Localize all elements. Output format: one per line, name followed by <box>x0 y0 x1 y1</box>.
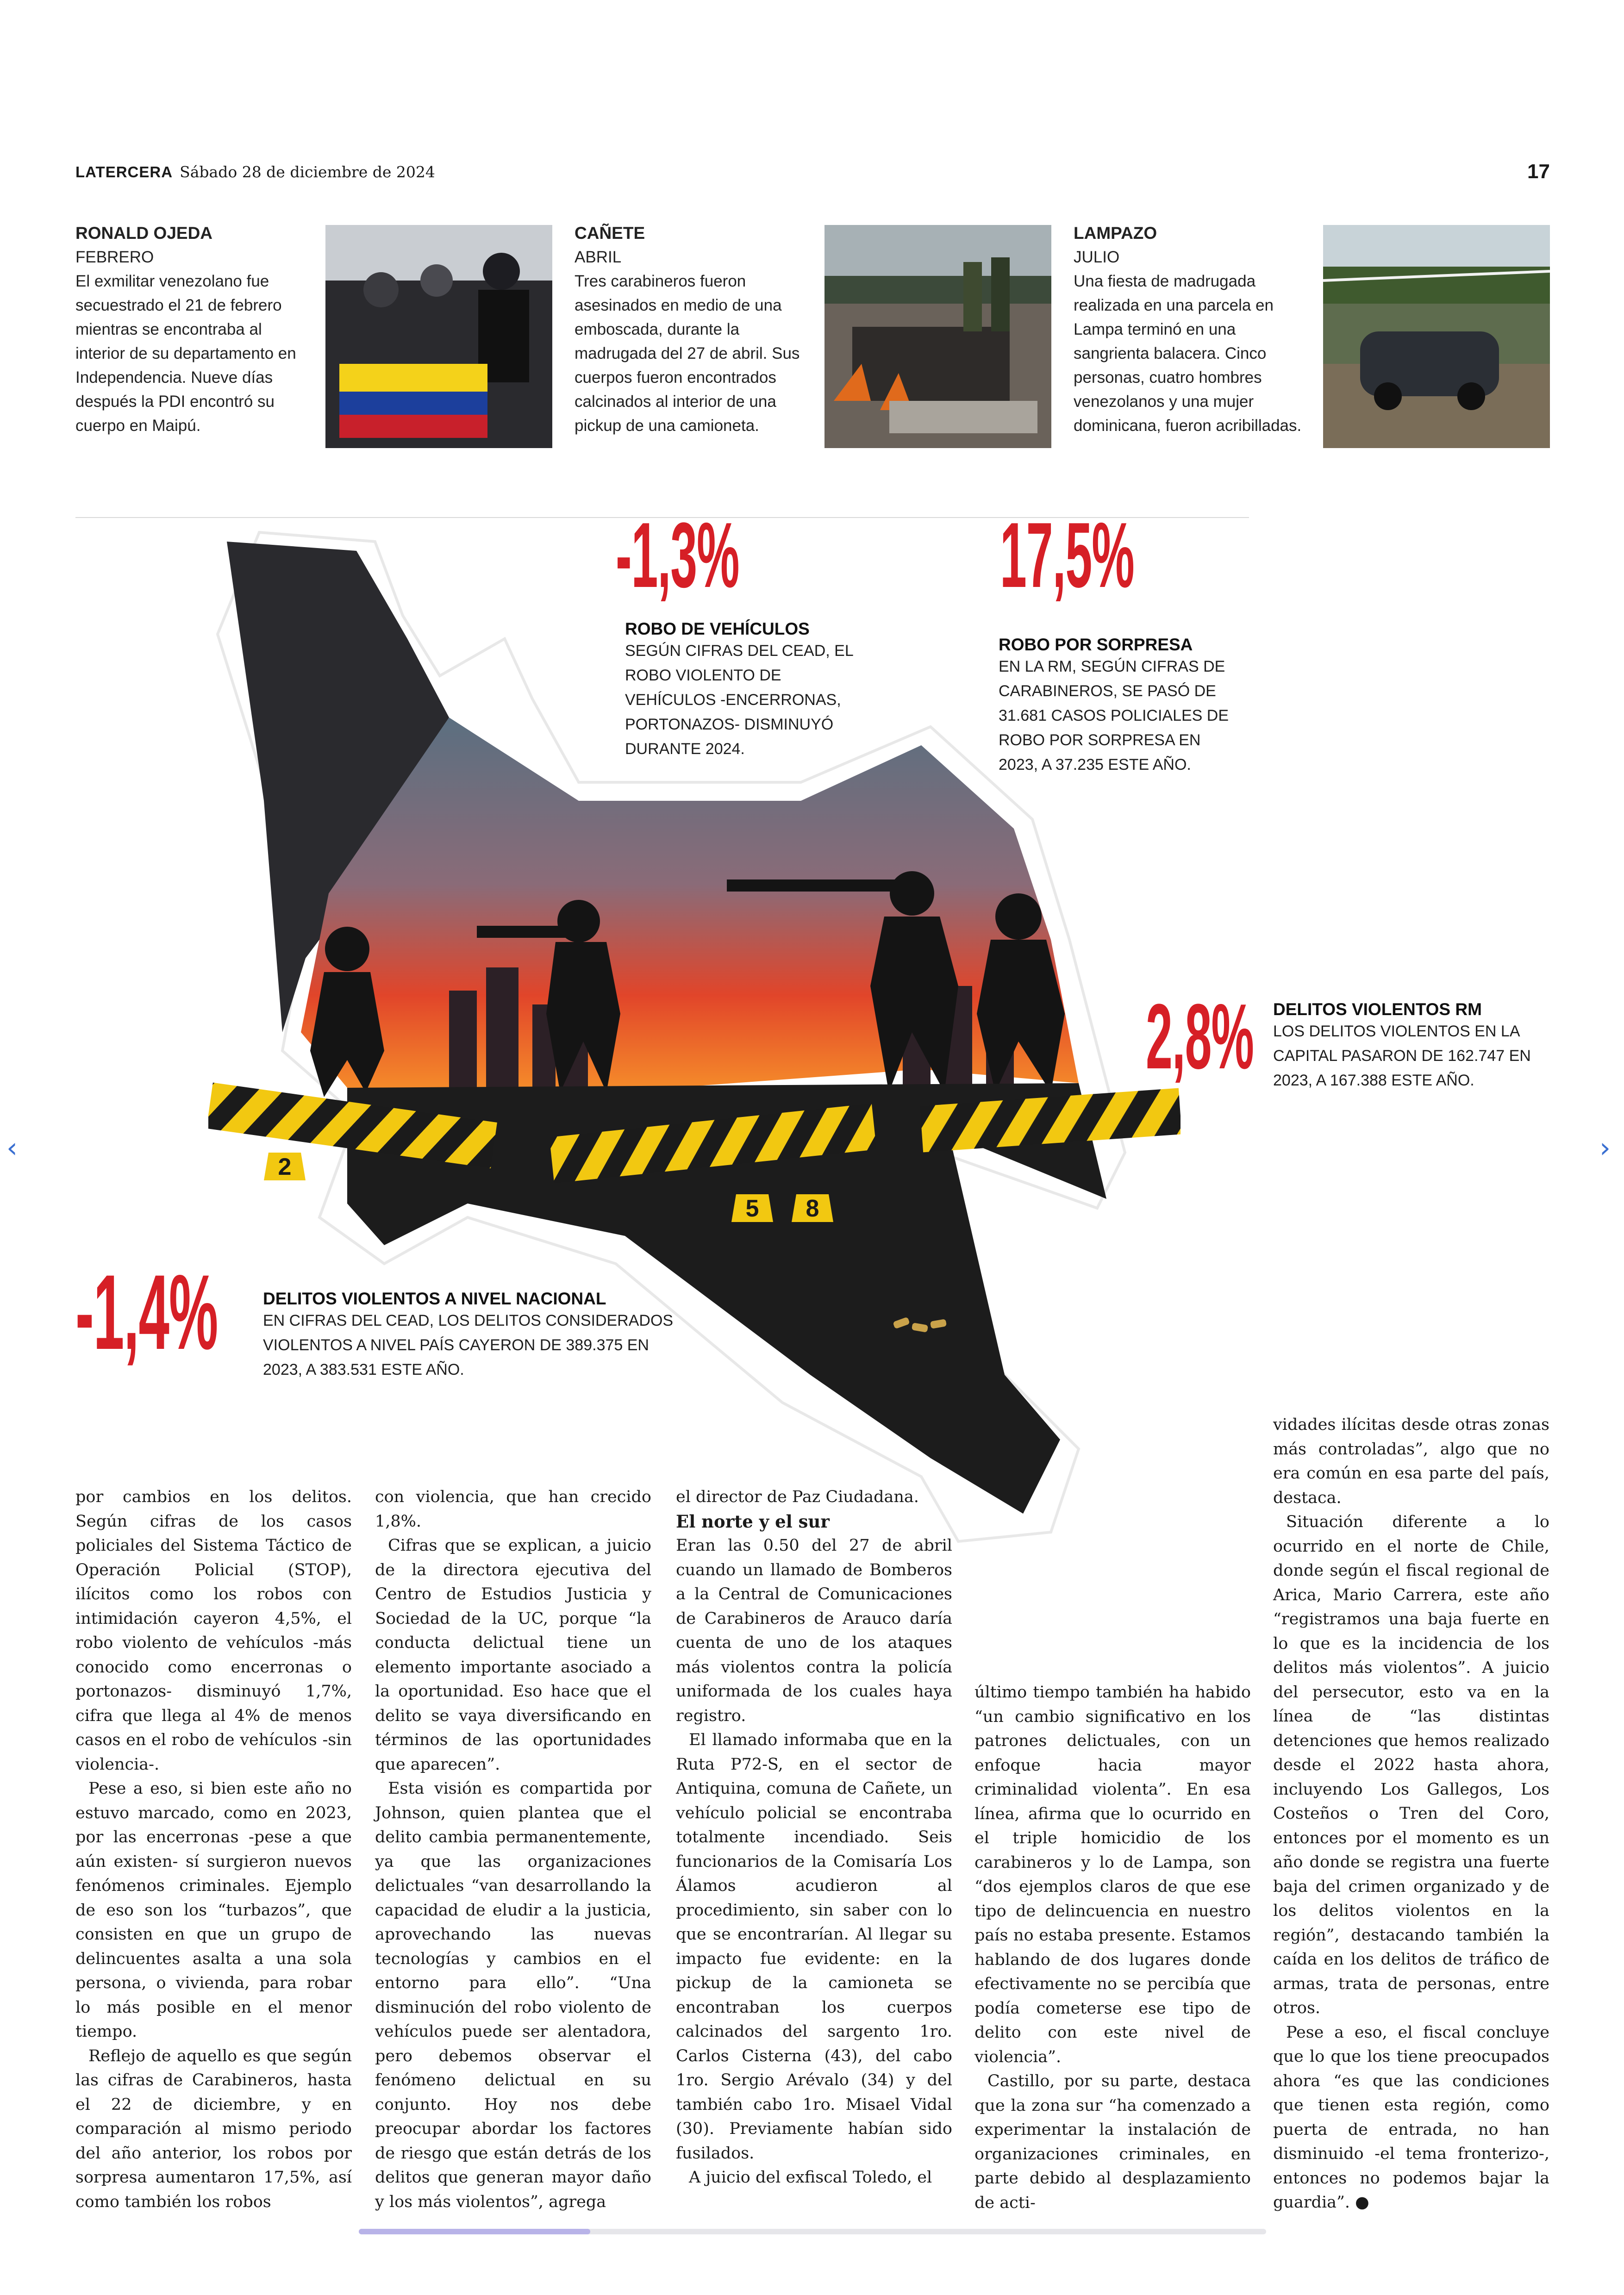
story-month: FEBRERO <box>75 248 154 266</box>
evidence-marker-2 <box>264 1153 306 1180</box>
paragraph: Cifras que se explican, a juicio de la directora ejecutiva del Centro de Estudios Justicia y Sociedad de la UC, porque “la conducta delictual tiene un elemento importante asociado a la oportunidad. Eso hace que el delito se vaya diversificando en términos de las oportunidades que aparecen”. <box>375 1536 651 1774</box>
horizontal-scrollbar[interactable] <box>359 2229 1266 2234</box>
stat-delitos-rm <box>1273 1000 1551 1093</box>
paragraph: último tiempo también ha habido “un cambio significativo en los patrones delictuales, con un enfoque hacia mayor criminalidad violenta”. En esa línea, afirma que lo ocurrido en el triple homicidio de los carabineros y lo de Lampa, son “dos ejemplos claros de que ese tipo de delincuencia en nuestro país no estaba presente. Estamos hablando de dos lugares donde efectivamente no se percibía que podía cometerse ese tipo de delito con este nivel de violencia”. <box>974 1683 1251 2066</box>
edition-date: Sábado 28 de diciembre de 2024 <box>180 163 435 181</box>
stat-robo-sorpresa-value: 17,5% <box>1000 504 1134 607</box>
article-column-2 <box>375 1485 651 2214</box>
stat-robo-vehiculos-value: -1,3% <box>616 504 739 607</box>
story-title: RONALD OJEDA <box>75 224 213 243</box>
paragraph-text: Pese a eso, el fiscal concluye que lo que los tiene preocupados ahora “es que las condiciones que tienen esta región, como puerta de entrada, no han disminuido -el tema fronterizo-, entonces no podemos bajar la guardia”. <box>1273 2023 1549 2212</box>
paragraph: A juicio del exfiscal Toledo, el <box>689 2168 932 2187</box>
stat-robo-sorpresa <box>999 635 1230 777</box>
evidence-marker-label: 5 <box>745 1195 759 1222</box>
scrollbar-thumb[interactable] <box>359 2229 590 2234</box>
stat-delitos-nacional-value: -1,4% <box>75 1253 218 1372</box>
story-body: El exmilitar venezolano fue secuestrado el 21 de febrero mientras se encontraba al interior de su departamento en Independencia. Nueve días después la PDI encontró su cuerpo en Maipú. <box>75 272 296 435</box>
paragraph: por cambios en los delitos. Según cifras de los casos policiales del Sistema Táctico de Operación Policial (STOP), ilícitos como los robos con intimidación cayeron 4,5%, el robo violento de vehículos -más conocido como encerronas o portonazos- disminuyó 1,7%, cifra que llega al 4% de menos casos en el robo de vehículos -sin violencia-. <box>75 1488 352 1774</box>
story-lampazo <box>1074 221 1302 438</box>
paragraph: Pese a eso, si bien este año no estuvo marcado, como en 2023, por las encerronas -pese a que aún existen- sí surgieron nuevos fenómenos criminales. Ejemplo de eso son los “turbazos”, que consisten en que un grupo de delincuentes asalta a una sola persona, o vivienda, para robar lo más posible en el menor tiempo. <box>75 1779 352 2041</box>
stat-description: EN CIFRAS DEL CEAD, LOS DELITOS CONSIDERADOS VIOLENTOS A NIVEL PAÍS CAYERON DE 389.375 EN 2023, A 383.531 ESTE AÑO. <box>263 1312 674 1378</box>
story-title: CAÑETE <box>575 224 645 243</box>
story-body: Tres carabineros fueron asesinados en medio de una emboscada, durante la madrugada del 27 de abril. Sus cuerpos fueron encontrados calcinados al interior de una pickup de una camioneta. <box>575 272 800 435</box>
stat-title: DELITOS VIOLENTOS RM <box>1273 1000 1482 1019</box>
paragraph: Castillo, por su parte, destaca que la zona sur “ha comenzado a experimentar la instalación de organizaciones criminales, en parte debido al desplazamiento de acti- <box>974 2072 1251 2212</box>
page-number: 17 <box>1527 160 1550 183</box>
story-title: LAMPAZO <box>1074 224 1157 243</box>
paragraph: Esta visión es compartida por Johnson, quien plantea que el delito cambia permanentemente, ya que las organizaciones delictuales “van desarrollando la capacidad de eludir a la justicia, aprovechando las nuevas tecnologías y cambios en el entorno para ello”. “Una disminución del robo violento de vehículos puede ser alentadora, pero debemos observar el fenómeno delictual en su conjunto. Hoy nos debe preocupar abordar los factores de riesgo que están detrás de los delitos que generan mayor daño y los más violentos”, agrega <box>375 1779 651 2211</box>
stat-title: ROBO POR SORPRESA <box>999 635 1193 654</box>
paragraph: Eran las 0.50 del 27 de abril cuando un llamado de Bomberos a la Central de Comunicaciones de Carabineros de Arauco daría cuenta de uno de los ataques más violentos contra la policía uniformada de los cuales haya registro. <box>676 1536 952 1725</box>
stat-title: DELITOS VIOLENTOS A NIVEL NACIONAL <box>263 1289 606 1308</box>
story-month: ABRIL <box>575 248 622 266</box>
next-page-button[interactable] <box>1599 1132 1611 1164</box>
masthead-brand: LATERCERA <box>75 163 173 181</box>
paragraph: El llamado informaba que en la Ruta P72-S, en el sector de Antiquina, comuna de Cañete, un vehículo policial se encontraba totalmente incendiado. Seis funcionarios de la Comisaría Los Álamos acudieron al procedimiento, sin saber con lo que se encontrarían. Al llegar su impacto fue evidente: en la pickup de la camioneta se encontraban los cuerpos calcinados del sargento 1ro. Carlos Cisterna (43), del cabo 1ro. Sergio Arévalo (34) y del también cabo 1ro. Misael Vidal (30). Previamente habían sido fusilados. <box>676 1731 952 2163</box>
story-canete <box>575 221 803 438</box>
paragraph: Situación diferente a lo ocurrido en el norte de Chile, donde según el fiscal regional de Arica, Mario Carrera, este año “registramos una baja fuerte en lo que es la incidencia de los delitos más violentos”. A juicio del persecutor, esto va en la línea de “las distintas detenciones que hemos realizado desde el 2022 hasta ahora, incluyendo Los Gallegos, Los Costeños o Tren del Coro, entonces por el momento es un año donde se registra una fuerte baja del crimen organizado y de los delitos violentos en la región”, destacando también la caída en los delitos de tráfico de armas, trata de personas, entre otros. <box>1273 1513 1549 2017</box>
stat-description: EN LA RM, SEGÚN CIFRAS DE CARABINEROS, SE PASÓ DE 31.681 CASOS POLICIALES DE ROBO POR SORPRESA EN 2023, A 37.235 ESTE AÑO. <box>999 658 1229 773</box>
photo-canete-burned-truck <box>824 225 1051 448</box>
stat-description: LOS DELITOS VIOLENTOS EN LA CAPITAL PASARON DE 162.747 EN 2023, A 167.388 ESTE AÑO. <box>1273 1023 1531 1089</box>
paragraph: Reflejo de aquello es que según las cifras de Carabineros, hasta el 22 de diciembre, y en comparación al mismo periodo del año anterior, los robos por sorpresa aumentaron 17,5%, así como también los robos <box>75 2046 352 2211</box>
page-header <box>75 160 1550 191</box>
section-subhead: El norte y el sur <box>676 1511 830 1532</box>
evidence-marker-5 <box>731 1194 773 1222</box>
photo-lampa-crime-scene <box>1323 225 1550 448</box>
story-ronald-ojeda <box>75 221 304 438</box>
paragraph <box>1273 2021 1549 2215</box>
evidence-marker-8 <box>792 1194 833 1222</box>
evidence-marker-label: 2 <box>278 1154 292 1180</box>
article-column-4 <box>974 1680 1251 2215</box>
stat-delitos-rm-value: 2,8% <box>1146 985 1254 1088</box>
article-column-5 <box>1273 1413 1549 2215</box>
prev-page-button[interactable] <box>6 1132 18 1164</box>
photo-ronald-ojeda-funeral <box>325 225 552 448</box>
evidence-marker-label: 8 <box>806 1195 819 1222</box>
stat-title: ROBO DE VEHÍCULOS <box>625 619 810 638</box>
story-body: Una fiesta de madrugada realizada en una parcela en Lampa terminó en una sangrienta balacera. Cinco personas, cuatro hombres venezolanos y una mujer dominicana, fueron acribilladas. <box>1074 272 1302 435</box>
stat-delitos-nacional <box>263 1289 680 1382</box>
article-column-3 <box>676 1485 952 2190</box>
chevron-left-icon: ‹ <box>6 1132 18 1164</box>
end-mark: ● <box>1355 2193 1369 2212</box>
paragraph: el director de Paz Ciudadana. <box>676 1488 919 1506</box>
chevron-right-icon: › <box>1599 1132 1611 1164</box>
article-column-1 <box>75 1485 352 2214</box>
story-month: JULIO <box>1074 248 1120 266</box>
paragraph: vidades ilícitas desde otras zonas más controladas”, algo que no era común en esa parte del país, destaca. <box>1273 1416 1549 1507</box>
paragraph: con violencia, que han crecido 1,8%. <box>375 1488 651 1531</box>
stat-robo-vehiculos <box>625 619 866 761</box>
stat-description: SEGÚN CIFRAS DEL CEAD, EL ROBO VIOLENTO DE VEHÍCULOS -ENCERRONAS, PORTONAZOS- DISMINUYÓ DURANTE 2024. <box>625 642 853 758</box>
